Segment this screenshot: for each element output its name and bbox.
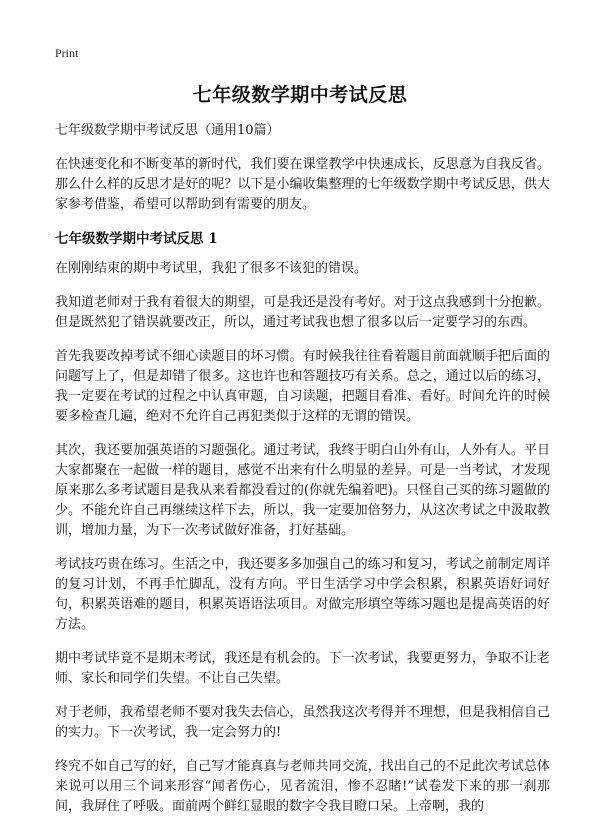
paragraph-6: 期中考试毕竟不是期末考试，我还是有机会的。下一次考试，我要更努力，争取不让老师、家长和同学们失望。不让自己失望。	[55, 651, 550, 686]
paragraph-1: 在刚刚结束的期中考试里，我犯了很多不该犯的错误。	[55, 261, 368, 276]
paragraph-2: 我知道老师对于我有着很大的期望，可是我还是没有考好。对于这点我感到十分抱歉。但是既然犯了错误就要改正，所以，通过考试我也想了很多以后一定要学习的东西。	[55, 295, 550, 330]
intro-paragraph: 在快速变化和不断变革的新时代，我们要在课堂教学中快速成长，反思意为自我反省。那么什么样的反思才是好的呢？以下是小编收集整理的七年级数学期中考试反思，供大家参考借鉴，希望可以帮助到有需要的朋友。	[55, 157, 550, 212]
article-subtitle: 七年级数学期中考试反思（通用10篇）	[55, 123, 280, 138]
paragraph-8: 终究不如自己写的好，自己写才能真真与老师共同交流，找出自己的不足此次考试总体来说可以用三个词来形容“闻者伤心，见者流泪，惨不忍睹!”试卷发下来的那一刹那间，我屏住了呼吸。面前两个鲜红显眼的数字令我目瞪口呆。上帝啊，我的	[55, 759, 550, 814]
paragraph-7: 对于老师，我希望老师不要对我失去信心，虽然我这次考得并不理想，但是我相信自己的实力。下一次考试，我一定会努力的!	[55, 705, 550, 740]
print-link[interactable]: Print	[55, 46, 79, 60]
section-heading: 七年级数学期中考试反思 1	[55, 231, 218, 247]
paragraph-3: 首先我要改掉考试不细心读题目的坏习惯。有时候我往往看着题目前面就顺手把后面的问题写上了，但是却错了很多。这也许也和答题技巧有关系。总之，通过以后的练习，我一定要在考试的过程之中认真审题，自习读题，把题目看准、看好。时间允许的时候要多检查几遍，绝对不允许自己再犯类似于这样的无谓的错误。	[55, 349, 550, 424]
paragraph-5: 考试技巧贵在练习。生活之中，我还要多多加强自己的练习和复习，考试之前制定周详的复习计划，不再手忙脚乱，没有方向。平日生活学习中学会积累，积累英语好词好句，积累英语难的题目，积累英语语法项目。对做完形填空等练习题也是提高英语的好方法。	[55, 557, 550, 632]
page-title: 七年级数学期中考试反思	[192, 84, 408, 106]
article-body	[55, 121, 550, 828]
paragraph-4: 其次，我还要加强英语的习题强化。通过考试，我终于明白山外有山，人外有人。平日大家都聚在一起做一样的题目，感觉不出来有什么明显的差异。可是一当考试，才发现原来那么多考试题目是我从来看都没看过的(你就先编着吧)。只怪自己买的练习题做的少。不能允许自己再继续这样下去，所以，我一定要加倍努力，从这次考试之中汲取教训，增加力量，为下一次考试做好准备，打好基础。	[55, 443, 550, 538]
